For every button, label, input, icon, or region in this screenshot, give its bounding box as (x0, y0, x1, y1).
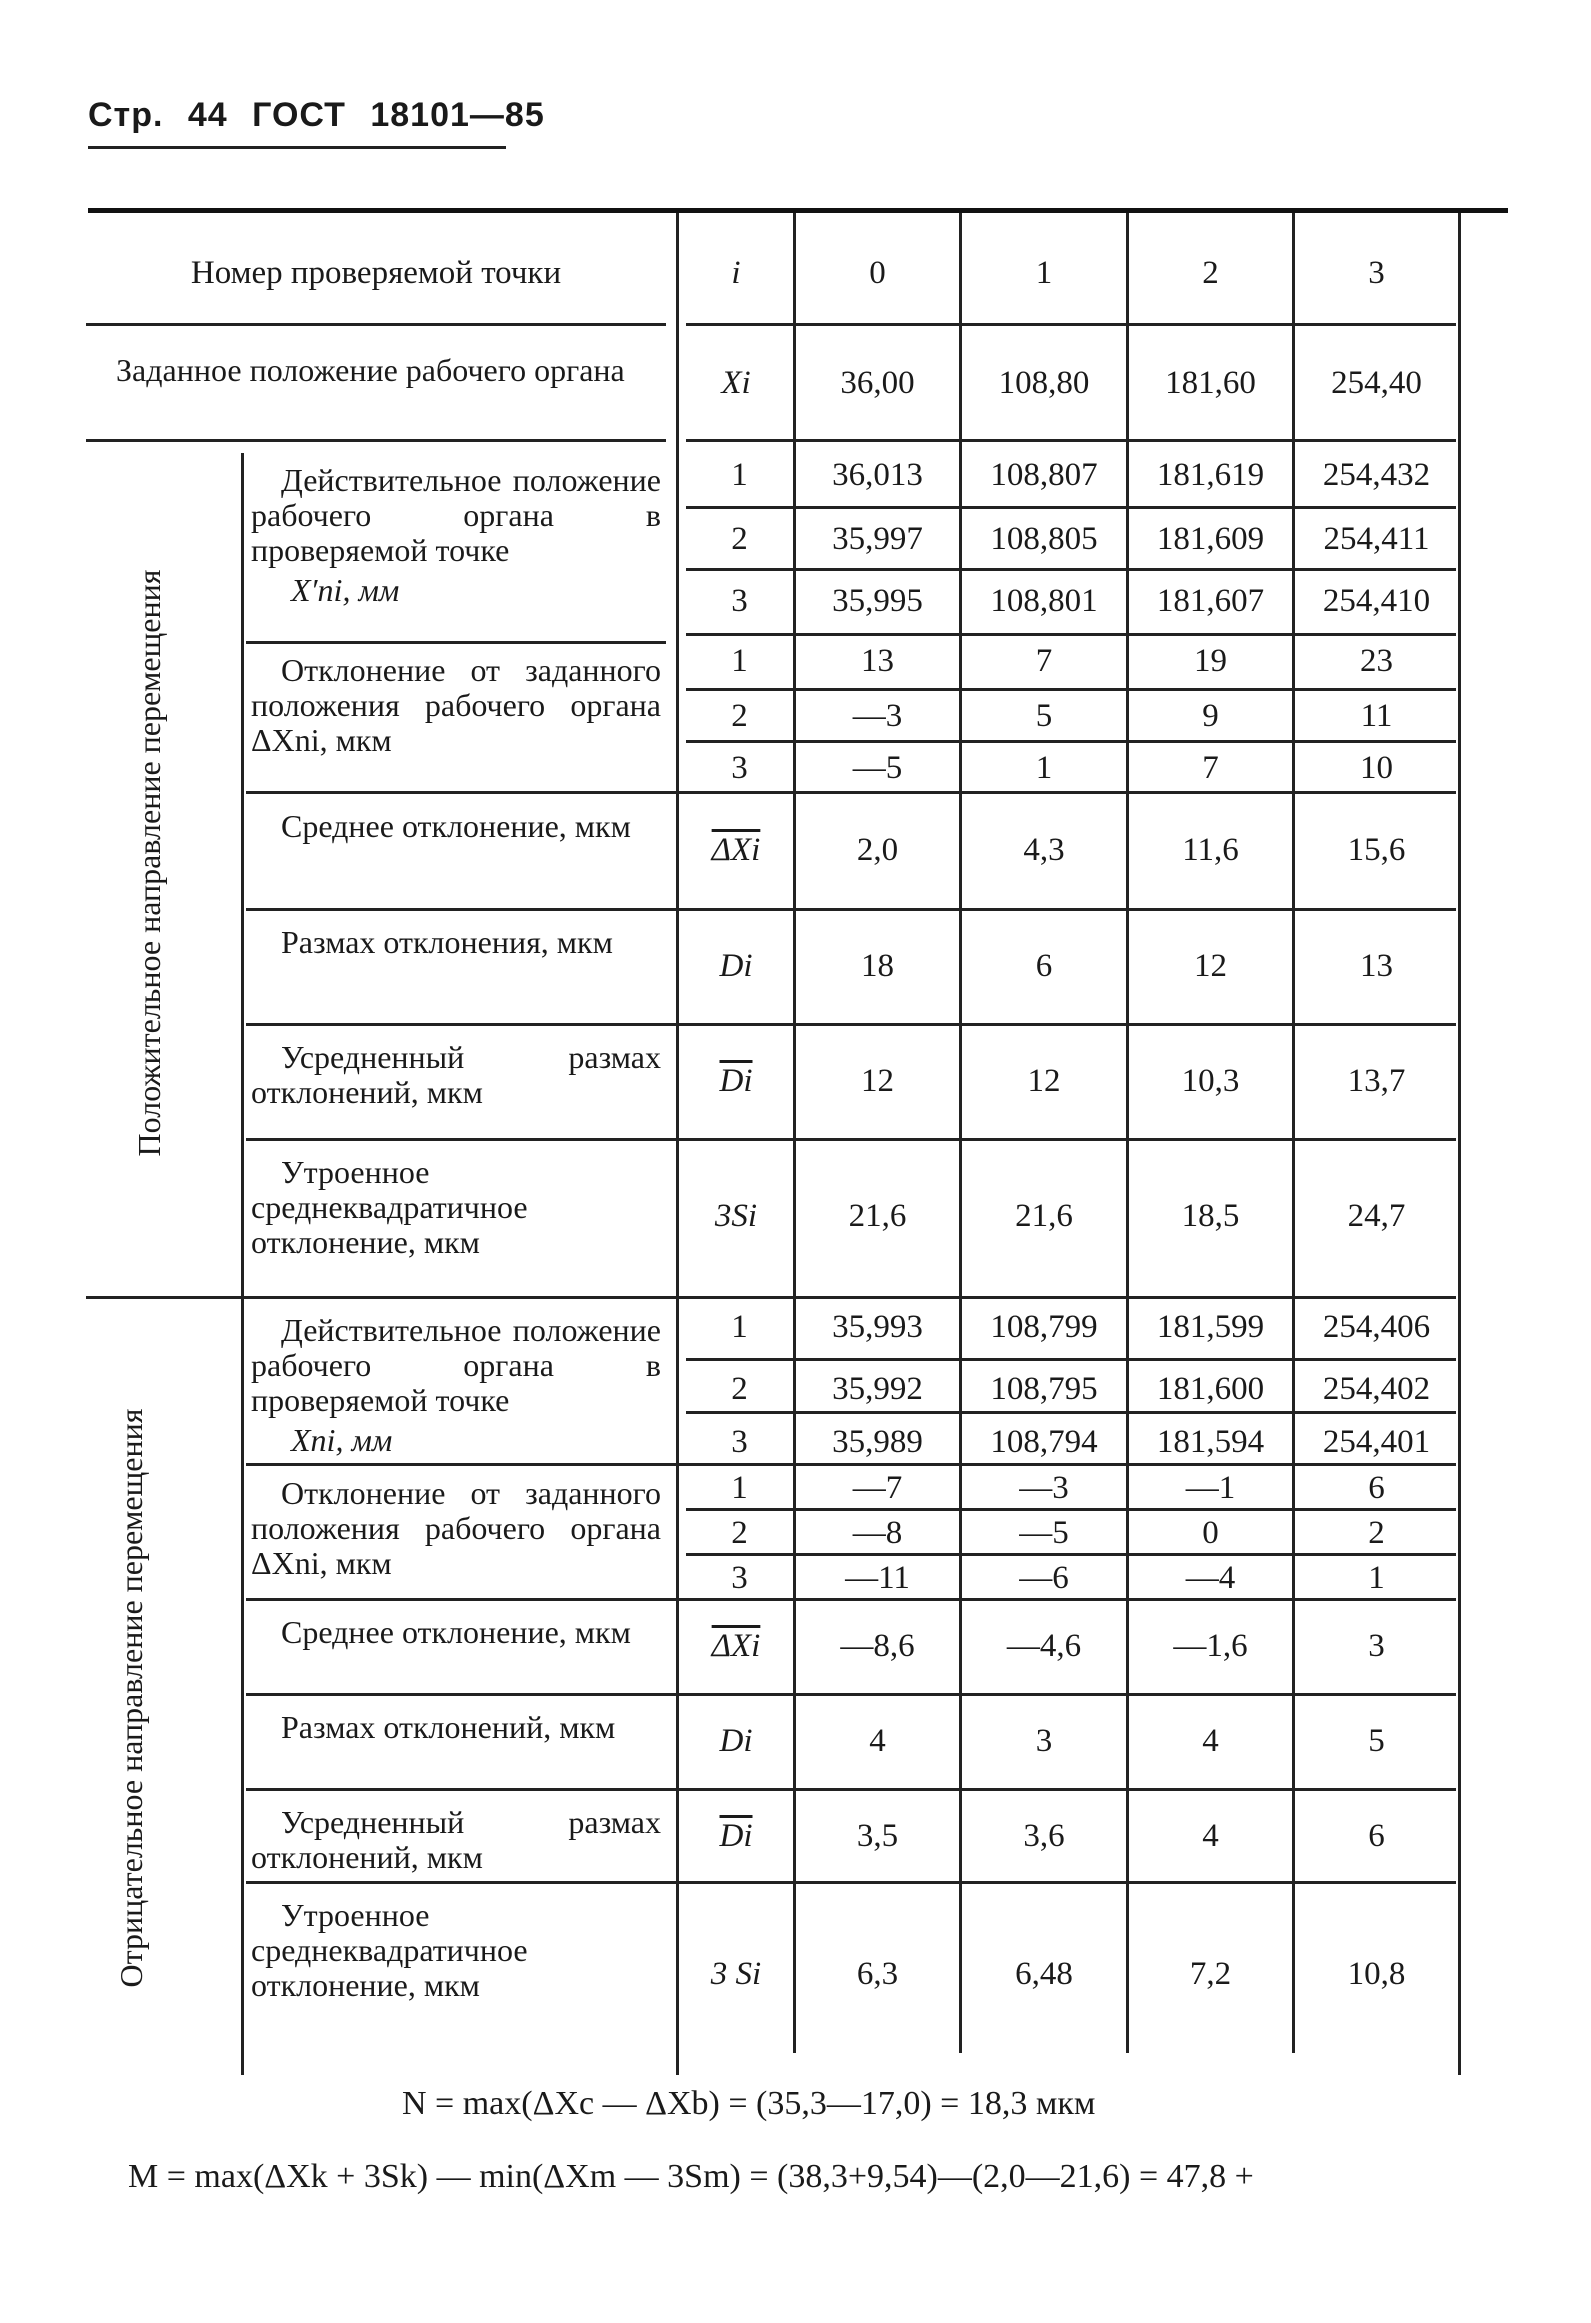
deviation-value: 7 (1202, 749, 1219, 786)
avg-range-value: 3,5 (856, 1817, 899, 1854)
mean-value: 4,3 (1023, 831, 1065, 868)
repeat-index: 1 (731, 456, 748, 493)
avg-range-value: 12 (1027, 1062, 1061, 1099)
mean-symbol: $\overline{\Delta Xi}$ (711, 1627, 761, 1664)
range-value: 4 (1202, 1722, 1219, 1759)
actual-position-value: 35,995 (832, 582, 923, 619)
row-rule (246, 641, 666, 644)
deviation-value: 6 (1368, 1469, 1385, 1506)
deviation-value: 23 (1360, 642, 1393, 679)
range-symbol: Di (719, 947, 753, 984)
triple-value: 24,7 (1347, 1197, 1406, 1234)
given-label: Заданное положение рабочего органа (116, 352, 625, 388)
page-header (88, 96, 559, 135)
repeat-index: 2 (731, 520, 748, 557)
repeat-index: 3 (731, 749, 748, 786)
triple-symbol: 3Si (714, 1197, 758, 1234)
deviation-value: —5 (1019, 1514, 1069, 1551)
actual-position-value: 181,600 (1156, 1370, 1265, 1407)
mean-value: —4,6 (1006, 1627, 1082, 1664)
repeat-index: 3 (731, 582, 748, 619)
actual-position-value: 181,607 (1156, 582, 1265, 619)
mean-value: 3 (1368, 1627, 1385, 1664)
deviation-value: —3 (1019, 1469, 1069, 1506)
actual-position-value: 35,989 (832, 1423, 923, 1460)
actual-position-value: 108,801 (990, 582, 1098, 619)
given-value: 36,00 (840, 364, 915, 401)
actual-position-value: 181,594 (1156, 1423, 1265, 1460)
triple-label: Утроенное среднеквадратичное отклонение, мкм (251, 1897, 528, 2003)
range-label: Размах отклонения, мкм (281, 924, 613, 960)
actual-position-value: 36,013 (832, 456, 923, 493)
deviation-value: —3 (852, 697, 903, 734)
deviation-value: 5 (1035, 697, 1053, 734)
mean-value: 15,6 (1347, 831, 1406, 868)
formula-m: M = max(ΔXk + 3Sk) — min(ΔXm — 3Sm) = (38,3+9,54)—(2,0—21,6) = 47,8 + (128, 2158, 1254, 2195)
range-value: 18 (861, 947, 894, 984)
actual-position-value: 181,609 (1156, 520, 1265, 557)
repeat-index: 3 (731, 1423, 748, 1460)
triple-value: 6,48 (1015, 1955, 1073, 1992)
actual-position-value: 254,411 (1323, 520, 1430, 557)
avg-range-value: 10,3 (1181, 1062, 1240, 1099)
avg-range-label: Усредненный размах отклонений, мкм (251, 1039, 661, 1110)
actual-position-value: 108,794 (990, 1423, 1098, 1460)
formula-n: N = max(ΔXc — ΔXb) = (35,3—17,0) = 18,3 мкм (402, 2085, 1096, 2122)
deviation-value: —8 (852, 1514, 903, 1551)
actual-position-symbol: Xni, мм (291, 1422, 393, 1458)
actual-position-value: 35,997 (832, 520, 923, 557)
triple-value: 21,6 (1015, 1197, 1073, 1234)
avg-range-value: 6 (1368, 1817, 1385, 1854)
deviation-value: 9 (1202, 697, 1219, 734)
deviation-value: 7 (1035, 642, 1053, 679)
deviation-value: —1 (1185, 1469, 1236, 1506)
deviation-value: —11 (845, 1559, 910, 1596)
deviation-label: Отклонение от заданного положения рабочего органа ΔXni, мкм (251, 1475, 661, 1581)
triple-value: 18,5 (1181, 1197, 1240, 1234)
standard-label: ГОСТ (252, 96, 346, 134)
repeat-index: 3 (731, 1559, 748, 1596)
actual-position-value: 254,402 (1322, 1370, 1431, 1407)
avg-range-symbol: $\overline{Di}$ (719, 1062, 753, 1099)
point-header: 1 (1035, 254, 1053, 291)
range-value: 13 (1360, 947, 1393, 984)
range-symbol: Di (719, 1722, 753, 1759)
range-value: 6 (1035, 947, 1053, 984)
row-rule (686, 439, 1456, 442)
given-value: 181,60 (1165, 364, 1256, 401)
actual-position-value: 108,807 (990, 456, 1098, 493)
avg-range-value: 12 (861, 1062, 894, 1099)
group-divider (241, 453, 244, 2075)
deviation-value: 19 (1194, 642, 1227, 679)
mean-value: 2,0 (856, 831, 899, 868)
actual-position-value: 254,406 (1322, 1308, 1431, 1345)
deviation-value: 10 (1360, 749, 1393, 786)
page-label: Стр. (88, 96, 164, 134)
range-value: 12 (1194, 947, 1227, 984)
actual-position-label: Действительное положение рабочего органа в проверяемой точке (251, 1312, 661, 1418)
avg-range-value: 4 (1202, 1817, 1219, 1854)
avg-range-value: 3,6 (1023, 1817, 1065, 1854)
range-value: 3 (1035, 1722, 1053, 1759)
mean-label: Среднее отклонение, мкм (281, 1614, 631, 1650)
header-underline (88, 146, 506, 149)
actual-position-value: 35,992 (832, 1370, 923, 1407)
row-rule (686, 323, 1456, 326)
page-number: 44 (187, 96, 228, 134)
deviation-value: —6 (1019, 1559, 1069, 1596)
repeat-index: 2 (731, 697, 748, 734)
negative-direction-title: Отрицательное направление перемещения (113, 1408, 149, 1988)
deviation-value: —7 (852, 1469, 903, 1506)
triple-value: 7,2 (1189, 1955, 1232, 1992)
mean-value: 11,6 (1182, 831, 1239, 868)
deviation-value: 11 (1360, 697, 1393, 734)
positive-direction-title: Положительное направление перемещения (131, 569, 167, 1157)
repeat-index: 2 (731, 1514, 748, 1551)
repeat-index: 2 (731, 1370, 748, 1407)
actual-position-value: 181,599 (1156, 1308, 1265, 1345)
deviation-value: 1 (1035, 749, 1053, 786)
triple-value: 10,8 (1347, 1955, 1406, 1992)
deviation-value: —5 (852, 749, 903, 786)
avg-range-value: 13,7 (1347, 1062, 1406, 1099)
mean-value: —8,6 (840, 1627, 915, 1664)
index-symbol: i (731, 254, 741, 291)
deviation-label: Отклонение от заданного положения рабочего органа ΔXni, мкм (251, 652, 661, 758)
given-value: 254,40 (1331, 364, 1422, 401)
actual-position-value: 108,805 (990, 520, 1098, 557)
actual-position-value: 254,410 (1322, 582, 1431, 619)
actual-position-symbol: X′ni, мм (291, 572, 400, 608)
row-rule (86, 439, 666, 442)
actual-position-value: 35,993 (832, 1308, 923, 1345)
range-value: 5 (1368, 1722, 1385, 1759)
mean-label: Среднее отклонение, мкм (281, 808, 631, 844)
deviation-value: 2 (1368, 1514, 1385, 1551)
actual-position-value: 181,619 (1156, 456, 1265, 493)
deviation-value: 13 (861, 642, 894, 679)
deviation-value: 0 (1202, 1514, 1219, 1551)
given-value: 108,80 (998, 364, 1090, 401)
mean-value: —1,6 (1173, 1627, 1248, 1664)
column-header-label: Номер проверяемой точки (190, 254, 562, 291)
actual-position-value: 254,401 (1322, 1423, 1431, 1460)
data-table (86, 213, 1506, 2075)
standard-number: 18101—85 (370, 96, 545, 134)
deviation-value: —4 (1185, 1559, 1236, 1596)
given-symbol: Xi (721, 364, 751, 401)
point-header: 0 (869, 254, 886, 291)
mean-symbol: $\overline{\Delta Xi}$ (711, 831, 761, 868)
actual-position-label: Действительное положение рабочего органа в проверяемой точке (251, 462, 661, 568)
point-header: 2 (1202, 254, 1219, 291)
row-rule (86, 323, 666, 326)
actual-position-value: 108,795 (990, 1370, 1098, 1407)
repeat-index: 1 (731, 1308, 748, 1345)
triple-value: 6,3 (856, 1955, 899, 1992)
repeat-index: 1 (731, 642, 748, 679)
actual-position-value: 254,432 (1322, 456, 1431, 493)
point-header: 3 (1368, 254, 1385, 291)
range-label: Размах отклонений, мкм (281, 1709, 616, 1745)
repeat-index: 1 (731, 1469, 748, 1506)
avg-range-label: Усредненный размах отклонений, мкм (251, 1804, 661, 1875)
triple-symbol: 3 Si (710, 1955, 762, 1992)
avg-range-symbol: $\overline{Di}$ (719, 1817, 753, 1854)
triple-value: 21,6 (848, 1197, 907, 1234)
range-value: 4 (869, 1722, 886, 1759)
deviation-value: 1 (1368, 1559, 1385, 1596)
actual-position-value: 108,799 (990, 1308, 1098, 1345)
triple-label: Утроенное среднеквадратичное отклонение, мкм (251, 1154, 528, 1260)
col-divider (1458, 213, 1461, 2075)
